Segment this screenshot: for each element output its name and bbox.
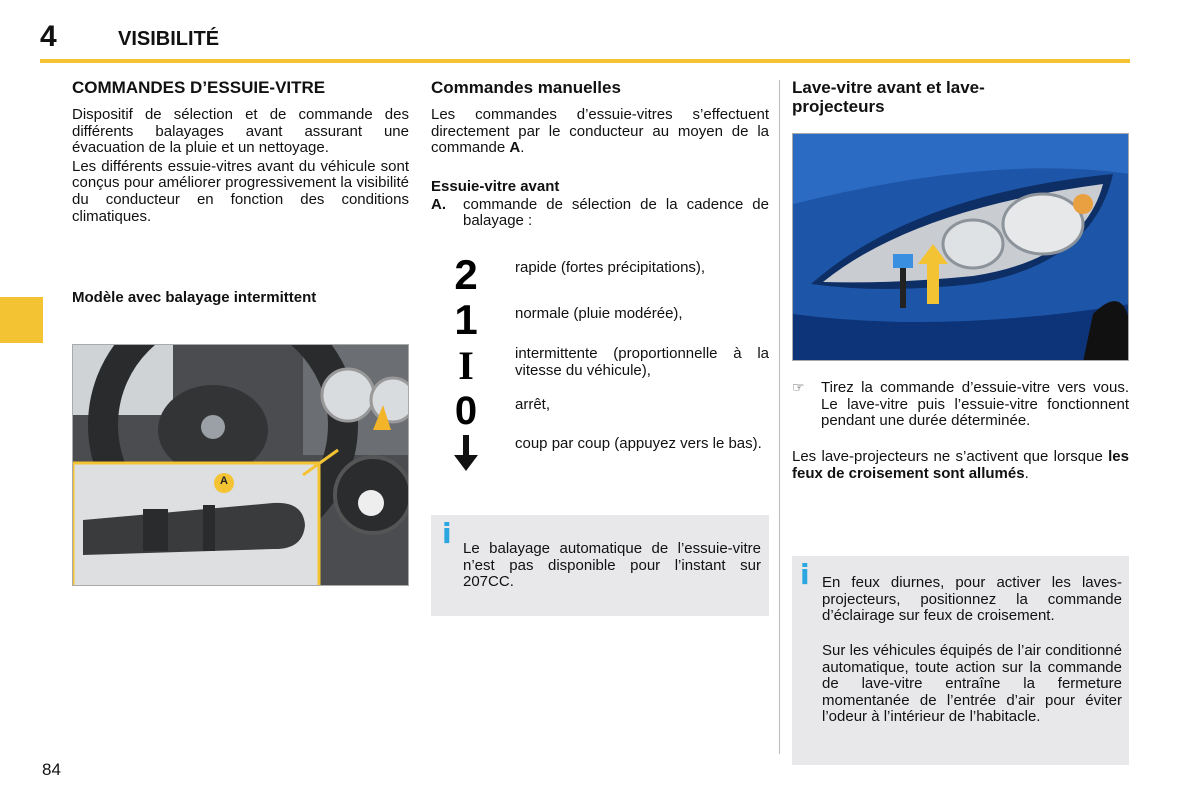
chapter-number: 4 [40,20,57,53]
info-box-automatic-wiping [431,515,769,616]
dashboard-illustration [73,345,409,586]
column-washers [792,78,1129,127]
intro-paragraph: Dispositif de sélection et de commande des différents balayages avant assurant une évacuation de la pluie et un nettoyage. [72,106,409,157]
info-text-air-conditioning: Sur les véhicules équipés de l’air conditionné automatique, toute action sur la commande de lave-vitre entraîne la fermeture momentanée de l’entrée d’air pour éviter l’odeur à l’intérieur de l’habitacle. [822,642,1122,726]
info-box-daytime-lights [792,556,1129,765]
design-paragraph: Les différents essuie-vitres avant du véhicule sont conçus pour améliorer progressivement la visibilité du conducteur en fonction des conditions climatiques. [72,157,409,225]
section-title-washers: Lave-vitre avant et lave-projecteurs [792,78,985,116]
pointing-hand-icon: ☞ [792,380,805,396]
section-title-manual-controls: Commandes manuelles [431,78,621,97]
speed-2-symbol [451,255,481,291]
speed-0-glyph: 0 [454,390,478,426]
column-manual-controls [431,78,769,230]
chapter-title: VISIBILITÉ [118,28,220,50]
column-divider [779,80,780,754]
item-label-a: A. [431,195,446,213]
speed-0-text: arrêt, [515,396,551,413]
washers-activation-paragraph: Les lave-projecteurs ne s’activent que lorsque les feux de croisement sont allumés. [792,448,1129,482]
headlamp-illustration [793,134,1129,361]
speed-intermittent-symbol [451,345,481,381]
single-wipe-text: coup par coup (appuyez vers le bas). [515,435,762,452]
subtitle-intermittent-model: Modèle avec balayage intermittent [72,289,317,307]
arrow-down-icon [451,433,481,473]
page-number: 84 [42,760,61,779]
info-icon: i [442,517,452,550]
info-icon: i [800,558,810,591]
speed-1-text: normale (pluie modérée), [515,305,683,322]
info-text-automatic-wiping: Le balayage automatique de l’essuie-vitre n’est pas disponible pour l’instant sur 207CC. [463,540,761,591]
column-wiper-controls [72,78,409,307]
subtitle-front-wiper: Essuie-vitre avant [431,177,560,195]
item-text-a: commande de sélection de la cadence de balayage : [463,195,769,230]
headlamp-washer-photo [792,133,1129,361]
callout-label-a: A [220,475,228,487]
bullet-pull-stalk [792,380,1129,430]
chapter-side-tab [0,297,43,343]
control-a-item [431,197,769,230]
speed-1-symbol [451,300,481,336]
section-title-wiper-controls: COMMANDES D’ESSUIE-VITRE [72,78,326,97]
header-divider [40,59,1130,63]
speed-intermittent-text: intermittente (proportionnelle à la vitesse du véhicule), [515,345,769,379]
speed-2-glyph: 2 [454,255,478,291]
manual-intro-paragraph: Les commandes d’essuie-vitres s’effectuent directement par le conducteur au moyen de la commande A. [431,106,769,157]
speed-0-symbol [451,390,481,426]
speed-2-text: rapide (fortes précipitations), [515,259,706,276]
speed-intermittent-glyph: I [458,345,474,381]
dashboard-stalk-photo [72,344,409,586]
speed-1-glyph: 1 [454,300,478,336]
bullet-text-pull-stalk: Tirez la commande d’essuie-vitre vers vous. Le lave-vitre puis l’essuie-vitre fonctionnent pendant une durée déterminée. [821,379,1129,430]
info-text-daytime-lights: En feux diurnes, pour activer les laves-projecteurs, positionnez la commande d’éclairage sur feux de croisement. [822,574,1122,625]
